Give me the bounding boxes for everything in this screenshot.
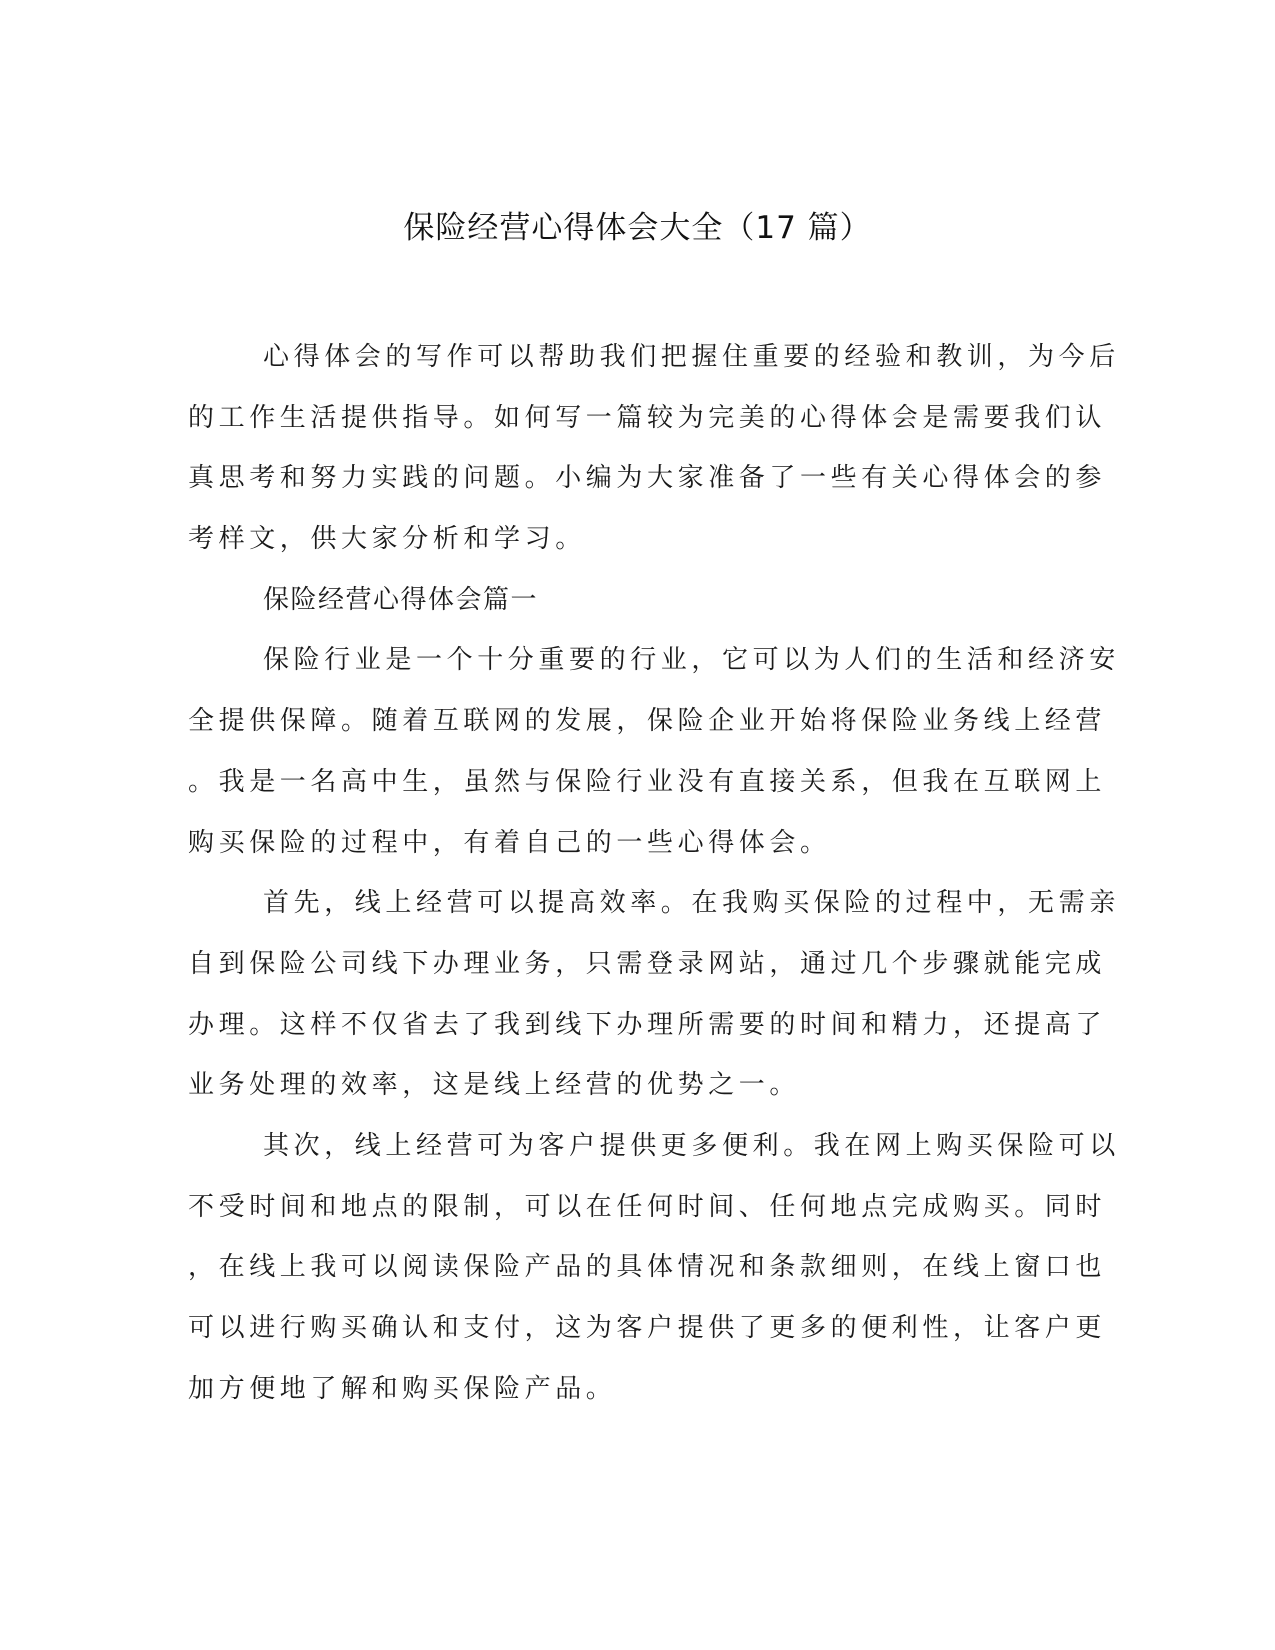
paragraph-line: ，在线上我可以阅读保险产品的具体情况和条款细则，在线上窗口也 <box>188 1252 1107 1283</box>
paragraph-line: 不受时间和地点的限制，可以在任何时间、任何地点完成购买。同时 <box>188 1191 1107 1222</box>
paragraph-line: 自到保险公司线下办理业务，只需登录网站，通过几个步骤就能完成 <box>188 948 1107 979</box>
paragraph-line: 加方便地了解和购买保险产品。 <box>188 1373 617 1404</box>
paragraph-line: 的工作生活提供指导。如何写一篇较为完美的心得体会是需要我们认 <box>188 402 1107 433</box>
paragraph-line: 考样文，供大家分析和学习。 <box>188 524 586 555</box>
paragraph-line: 购买保险的过程中，有着自己的一些心得体会。 <box>188 827 831 858</box>
paragraph-line: 首先，线上经营可以提高效率。在我购买保险的过程中，无需亲 <box>263 888 1120 919</box>
paragraph-line: 可以进行购买确认和支付，这为客户提供了更多的便利性，让客户更 <box>188 1313 1107 1343</box>
paragraph-line: 心得体会的写作可以帮助我们把握住重要的经验和教训，为今后 <box>263 342 1120 372</box>
section-heading: 保险经营心得体会篇一 <box>263 584 539 615</box>
document-body <box>188 327 1120 1419</box>
paragraph-line: 全提供保障。随着互联网的发展，保险企业开始将保险业务线上经营 <box>188 706 1107 737</box>
paragraph-line: 保险行业是一个十分重要的行业，它可以为人们的生活和经济安 <box>263 645 1120 676</box>
paragraph-line: 其次，线上经营可为客户提供更多便利。我在网上购买保险可以 <box>263 1130 1120 1161</box>
paragraph-line: 业务处理的效率，这是线上经营的优势之一。 <box>188 1070 801 1101</box>
paragraph-line: 办理。这样不仅省去了我到线下办理所需要的时间和精力，还提高了 <box>188 1009 1107 1040</box>
document-title: 保险经营心得体会大全（17 篇） <box>403 210 872 246</box>
paragraph-line: 真思考和努力实践的问题。小编为大家准备了一些有关心得体会的参 <box>188 463 1107 494</box>
paragraph-line: 。我是一名高中生，虽然与保险行业没有直接关系，但我在互联网上 <box>188 766 1107 797</box>
